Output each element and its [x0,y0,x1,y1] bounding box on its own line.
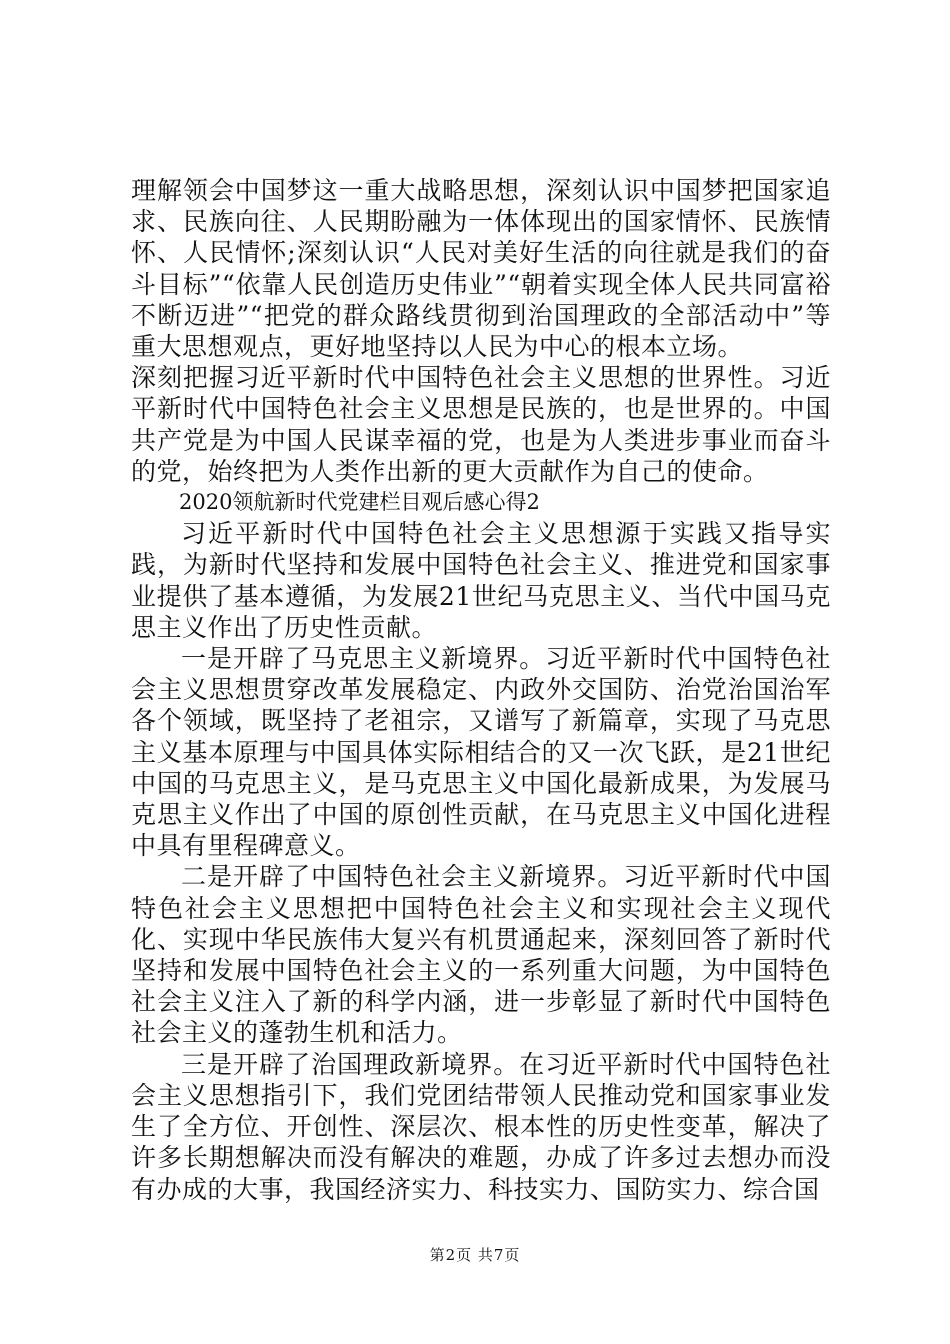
page-number-footer: 第2页 共7页 [429,1246,521,1264]
document-body [131,175,831,1205]
section-paragraph-governance: 三是开辟了治国理政新境界。在习近平新时代中国特色社会主义思想指引下，我们党团结带领人民推动党和国家事业发生了全方位、开创性、深层次、根本性的历史性变革，解决了许多长期想解决而没有解决的难题，办成了许多过去想办而没有办成的大事，我国经济实力、科技实力、国防实力、综合国 [131,1049,831,1204]
section-paragraph-marxism: 一是开辟了马克思主义新境界。习近平新时代中国特色社会主义思想贯穿改革发展稳定、内政外交国防、治党治国治军各个领域，既坚持了老祖宗，又谱写了新篇章，实现了马克思主义基本原理与中国具体实际相结合的又一次飞跃，是21世纪中国的马克思主义，是马克思主义中国化最新成果，为发展马克思主义作出了中国的原创性贡献，在马克思主义中国化进程中具有里程碑意义。 [131,644,831,861]
paragraph-continued: 理解领会中国梦这一重大战略思想，深刻认识中国梦把国家追求、民族向往、人民期盼融为一体体现出的国家情怀、民族情怀、人民情怀;深刻认识“人民对美好生活的向往就是我们的奋斗目标”“依靠人民创造历史伟业”“朝着实现全体人民共同富裕不断迈进”“把党的群众路线贯彻到治国理政的全部活动中”等重大思想观点，更好地坚持以人民为中心的根本立场。 [131,176,831,362]
section-title: 2020领航新时代党建栏目观后感心得2 [179,490,540,515]
section-paragraph-intro: 习近平新时代中国特色社会主义思想源于实践又指导实践，为新时代坚持和发展中国特色社会主义、推进党和国家事业提供了基本遵循，为发展21世纪马克思主义、当代中国马克思主义作出了历史性贡献。 [131,519,831,642]
paragraph-world-significance: 深刻把握习近平新时代中国特色社会主义思想的世界性。习近平新时代中国特色社会主义思想是民族的，也是世界的。中国共产党是为中国人民谋幸福的党，也是为人类进步事业而奋斗的党，始终把为人类作出新的更大贡献作为自己的使命。 [131,363,831,486]
section-paragraph-socialism: 二是开辟了中国特色社会主义新境界。习近平新时代中国特色社会主义思想把中国特色社会主义和实现社会主义现代化、实现中华民族伟大复兴有机贯通起来，深刻回答了新时代坚持和发展中国特色社会主义的一系列重大问题，为中国特色社会主义注入了新的科学内涵，进一步彰显了新时代中国特色社会主义的蓬勃生机和活力。 [131,862,831,1048]
